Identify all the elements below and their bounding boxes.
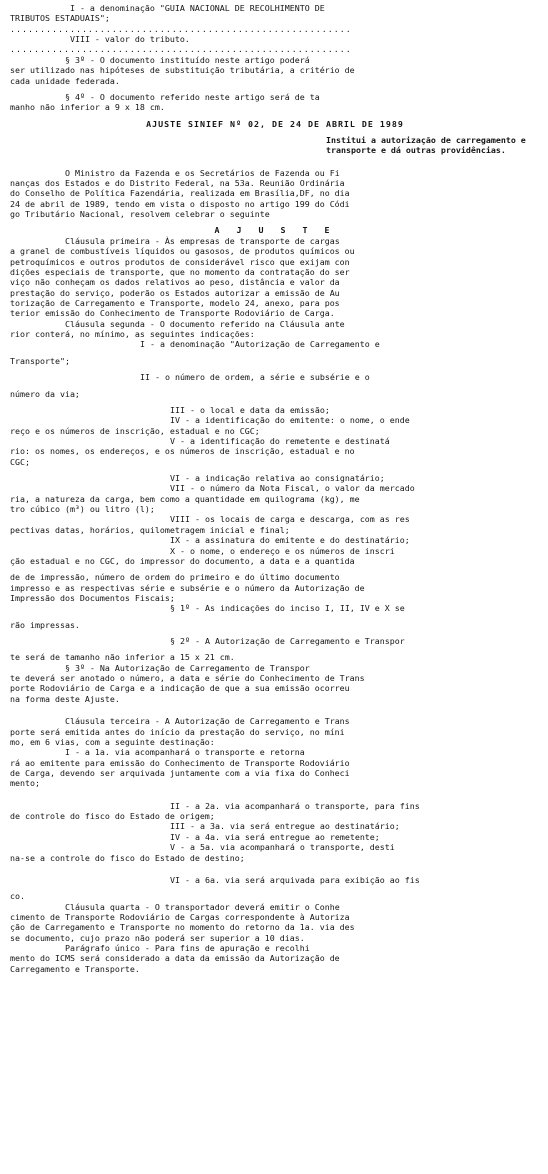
text-line: III - a 3a. via será entregue ao destinatário;	[170, 821, 400, 832]
text-line: V - a identificação do remetente e destinatá	[170, 435, 390, 446]
text-line: VIII - valor do tributo.	[10, 34, 190, 45]
text-line: § 3º - O documento instituído neste artigo poderá	[10, 54, 310, 65]
text-line: se documento, cujo prazo não poderá ser superior a 10 dias.	[10, 932, 305, 943]
text-line: pectivas datas, horários, quilometragem inicial e final;	[10, 524, 290, 535]
text-line: co.	[10, 891, 25, 902]
ellipsis-line: .........................................................	[10, 23, 352, 34]
text-line: 24 de abril de 1989, tendo em vista o disposto no artigo 199 do Códi	[10, 198, 350, 209]
text-line: cimento de Transporte Rodoviário de Cargas correspondente à Autoriza	[10, 911, 350, 922]
text-line: na forma deste Ajuste.	[10, 693, 120, 704]
text-line: § 1º - As indicações do inciso I, II, IV e X se	[170, 603, 405, 614]
text-line: ção de Carregamento e Transporte no momento do retorno da 1a. via des	[10, 922, 355, 933]
text-line: ção estadual e no CGC, do impressor do documento, a data e a quantida	[10, 555, 355, 566]
text-line: mento;	[10, 778, 40, 789]
text-line: mento do ICMS será considerado a data da emissão da Autorização de	[10, 953, 340, 964]
text-line: cada unidade federada.	[10, 75, 120, 86]
text-line: Impressão dos Documentos Fiscais;	[10, 592, 175, 603]
text-line: § 2º - A Autorização de Carregamento e Transpor	[170, 636, 405, 647]
text-line: § 3º - Na Autorização de Carregamento de Transpor	[10, 662, 310, 673]
text-line: nanças dos Estados e do Distrito Federal, na 53a. Reunião Ordinária	[10, 178, 345, 189]
text-line: de de impressão, número de ordem do primeiro e do último documento	[10, 572, 340, 583]
text-line: Transporte";	[10, 355, 70, 366]
text-line: do Conselho de Política Fazendária, realizada em Brasília,DF, no dia	[10, 188, 350, 199]
text-line: Cláusula segunda - O documento referido na Cláusula ante	[10, 318, 345, 329]
ementa: Institui a autorização de carregamento e transporte e dá outras providências.	[326, 134, 531, 156]
document-title: AJUSTE SINIEF Nº 02, DE 24 DE ABRIL DE 1989	[146, 118, 404, 129]
text-line: § 4º - O documento referido neste artigo será de ta	[10, 91, 320, 102]
text-line: de controle do fisco do Estado de origem;	[10, 811, 215, 822]
text-line: Cláusula primeira - Às empresas de transporte de cargas	[10, 235, 340, 246]
text-line: reço e os números de inscrição, estadual e no CGC;	[10, 425, 260, 436]
text-line: IV - a 4a. via será entregue ao remetente;	[170, 831, 380, 842]
text-line: O Ministro da Fazenda e os Secretários de Fazenda ou Fi	[10, 167, 340, 178]
text-line: Parágrafo único - Para fins de apuração e recolhi	[10, 943, 310, 954]
ellipsis-line: .........................................................	[10, 44, 352, 55]
text-line: CGC;	[10, 456, 30, 467]
text-line: te será de tamanho não inferior a 15 x 21 cm.	[10, 652, 235, 663]
text-line: rão impressas.	[10, 619, 80, 630]
text-line: a granel de combustíveis líquidos ou gasosos, de produtos químicos ou	[10, 246, 355, 257]
text-line: Cláusula terceira - A Autorização de Carregamento e Trans	[10, 716, 350, 727]
text-line: rio: os nomes, os endereços, e os números de inscrição, estadual e no	[10, 446, 355, 457]
text-line: te deverá ser anotado o número, a data e série do Conhecimento de Trans	[10, 673, 365, 684]
text-line: tro cúbico (m³) ou litro (l);	[10, 504, 155, 515]
text-line: VI - a indicação relativa ao consignatário;	[170, 473, 385, 484]
text-line: IX - a assinatura do emitente e do destinatário;	[170, 535, 410, 546]
text-line: impresso e as respectivas série e subsérie e o número da Autorização de	[10, 582, 365, 593]
text-line: V - a 5a. via acompanhará o transporte, desti	[170, 842, 395, 853]
text-line: Cláusula quarta - O transportador deverá emitir o Conhe	[10, 901, 340, 912]
text-line: I - a 1a. via acompanhará o transporte e retorna	[10, 747, 305, 758]
text-line: ser utilizado nas hipóteses de substituição tributária, a critério de	[10, 65, 355, 76]
text-line: X - o nome, o endereço e os números de inscri	[170, 545, 395, 556]
text-line: petroquímicos e outros produtos de considerável risco que exijam con	[10, 256, 350, 267]
text-line: rior conterá, no mínimo, as seguintes indicações:	[10, 329, 255, 340]
text-line: I - a denominação "GUIA NACIONAL DE RECOLHIMENTO DE	[10, 3, 325, 13]
text-line: go Tributário Nacional, resolvem celebrar o seguinte	[10, 209, 270, 220]
text-line: Carregamento e Transporte.	[10, 963, 140, 974]
text-line: porte será emitida antes do início da prestação do serviço, no míni	[10, 726, 345, 737]
text-line: II - o número de ordem, a série e subsérie e o	[140, 372, 370, 383]
text-line: II - a 2a. via acompanhará o transporte, para fins	[170, 800, 420, 811]
text-line: torização de Carregamento e Transporte, modelo 24, anexo, para pos	[10, 297, 340, 308]
text-line: porte Rodoviário de Carga e a indicação de que a sua emissão ocorreu	[10, 683, 350, 694]
section-heading: A J U S T E	[214, 225, 336, 236]
text-line: rá ao emitente para emissão do Conhecimento de Transporte Rodoviário	[10, 757, 350, 768]
text-line: IV - a identificação do emitente: o nome, o ende	[170, 415, 410, 426]
text-line: mo, em 6 vias, com a seguinte destinação:	[10, 736, 215, 747]
text-line: TRIBUTOS ESTADUAIS";	[10, 13, 110, 24]
text-line: dições especiais de transporte, que no momento da contratação do ser	[10, 266, 350, 277]
text-line: I - a denominação "Autorização de Carregamento e	[140, 339, 380, 350]
text-line: viço não conheçam os dados relativos ao peso, distância e valor da	[10, 277, 340, 288]
text-line: número da via;	[10, 388, 80, 399]
text-line: de Carga, devendo ser arquivada juntamente com a via fixa do Conheci	[10, 768, 350, 778]
text-line: III - o local e data da emissão;	[170, 404, 330, 415]
text-line: VIII - os locais de carga e descarga, com as res	[170, 514, 410, 525]
text-line: na-se a controle do fisco do Estado de destino;	[10, 852, 245, 863]
text-line: VII - o número da Nota Fiscal, o valor da mercado	[170, 483, 415, 494]
text-line: manho não inferior a 9 x 18 cm.	[10, 102, 165, 113]
text-line: VI - a 6a. via será arquivada para exibição ao fis	[170, 874, 420, 885]
text-line: terior emissão do Conhecimento de Transporte Rodoviário de Carga.	[10, 308, 335, 319]
text-line: prestação do serviço, poderão os Estados autorizar a emissão de Au	[10, 287, 340, 298]
text-line: ria, a natureza da carga, bem como a quantidade em quilograma (kg), me	[10, 493, 360, 504]
